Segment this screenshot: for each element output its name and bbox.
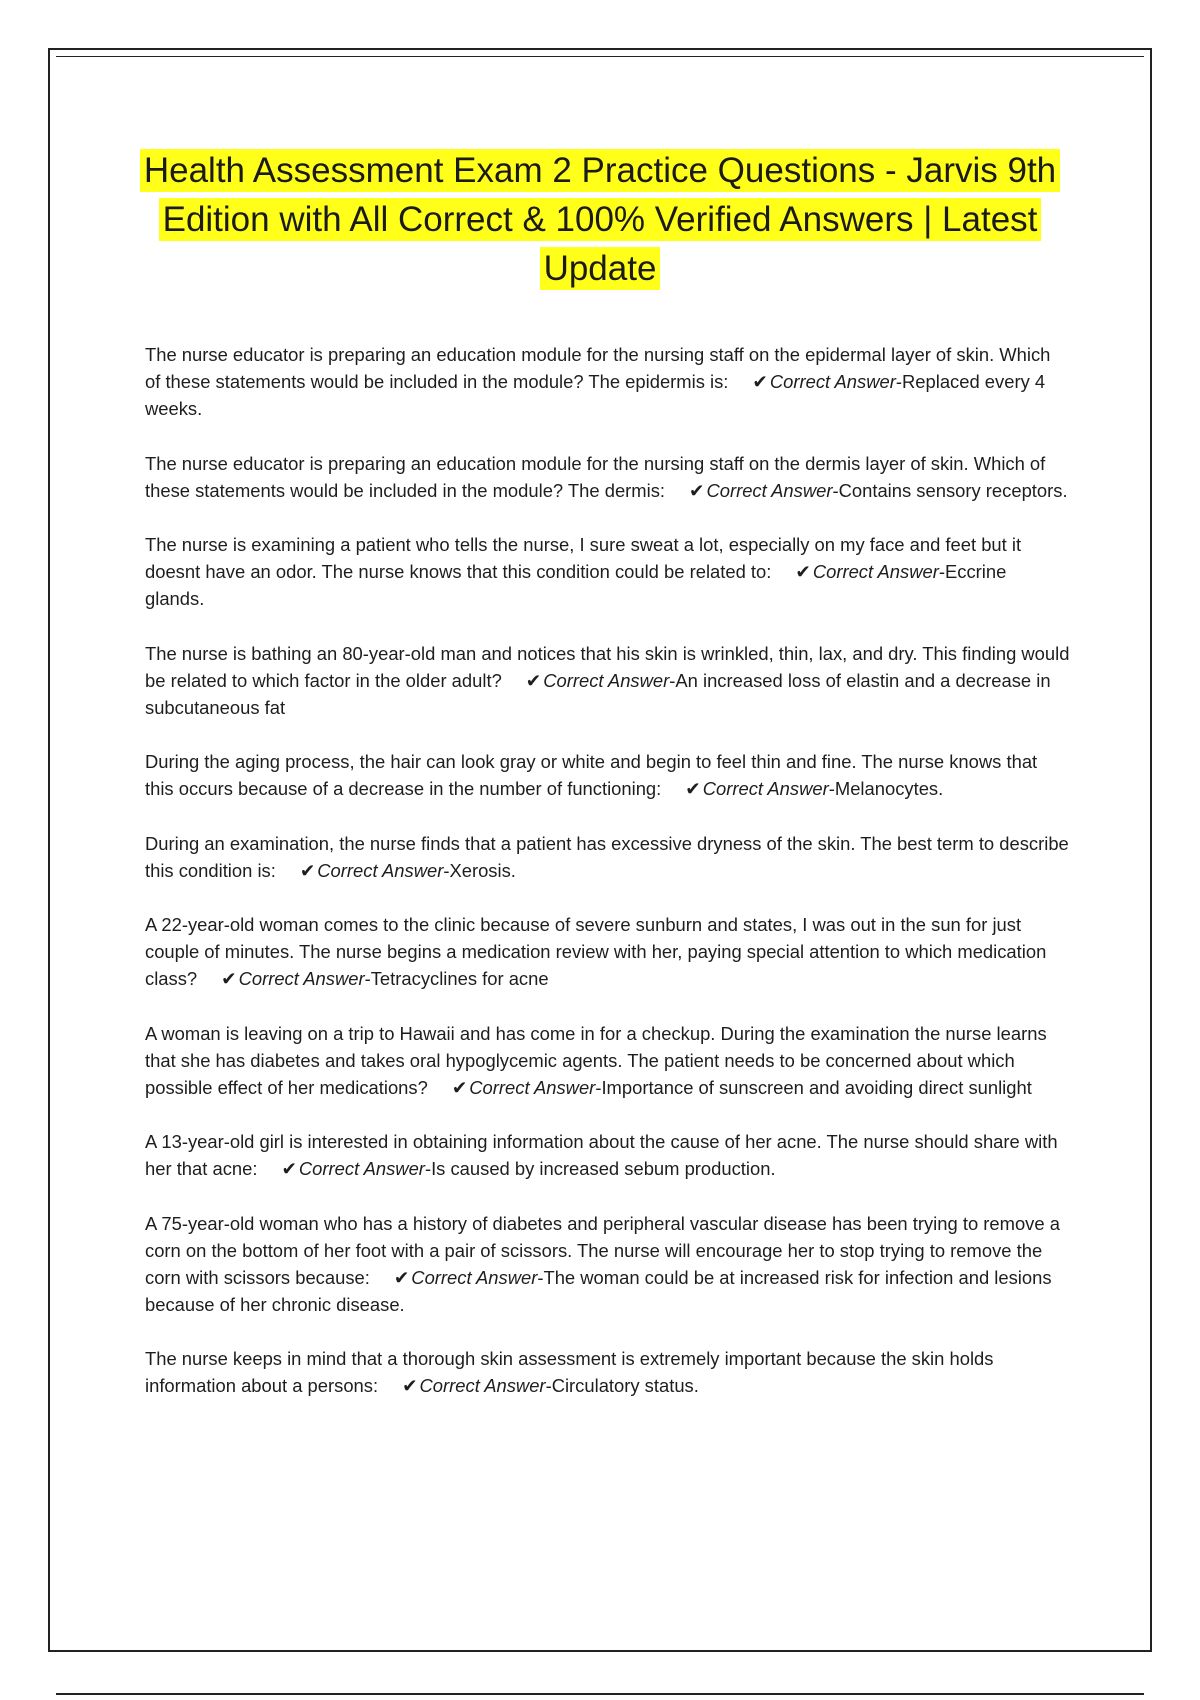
correct-answer-label: Correct Answer: [769, 371, 896, 392]
answer-separator: -: [832, 479, 839, 501]
check-mark-icon: ✔: [795, 561, 811, 582]
answer-marker: [402, 1372, 545, 1399]
answer-marker: [795, 558, 938, 585]
correct-answer-label: Correct Answer: [419, 1375, 546, 1396]
answer-text: Melanocytes.: [834, 778, 944, 799]
question-text: During the aging process, the hair can look gray or white and begin to feel thin and fine. The nurse knows that this occurs because of a decrease in the number of functioning:: [145, 751, 1038, 799]
check-mark-icon: ✔: [281, 1158, 297, 1179]
answer-separator: -: [595, 1076, 602, 1098]
question-item: [145, 450, 1070, 504]
question-text: During an examination, the nurse finds that a patient has excessive dryness of the skin. The best term to describe this condition is:: [145, 832, 1069, 881]
answer-separator: -: [545, 1375, 552, 1396]
question-text: The nurse educator is preparing an education module for the nursing staff on the dermis layer of skin. Which of these statements would be included in the module? The dermis:: [145, 452, 1046, 501]
check-mark-icon: ✔: [393, 1266, 410, 1288]
answer-separator: -: [424, 1158, 432, 1179]
question-text: A 22-year-old woman comes to the clinic because of severe sunburn and states, I was out in the sun for just couple of minutes. The nurse begins a medication review with her, paying special attention to which medication class?: [145, 914, 1047, 989]
answer-text: Importance of sunscreen and avoiding direct sunlight: [601, 1076, 1032, 1098]
document-title: [120, 146, 1080, 293]
answer-separator: -: [364, 968, 371, 989]
answer-marker: [689, 477, 832, 504]
check-mark-icon: ✔: [451, 1076, 468, 1098]
answer-text: Contains sensory receptors.: [838, 479, 1068, 501]
answer-marker: [221, 965, 364, 992]
question-text: A 13-year-old girl is interested in obtaining information about the cause of her acne. The nurse should share with her that acne:: [145, 1131, 1058, 1179]
check-mark-icon: ✔: [752, 371, 768, 392]
question-item: [145, 1128, 1070, 1182]
answer-separator: -: [938, 561, 945, 582]
check-mark-icon: ✔: [299, 859, 316, 881]
question-item: [145, 531, 1070, 612]
correct-answer-label: Correct Answer: [411, 1266, 538, 1288]
check-mark-icon: ✔: [685, 778, 701, 799]
title-highlight: Health Assessment Exam 2 Practice Questions - Jarvis 9th Edition with All Correct & 100% Verified Answers | Latest Update: [140, 149, 1060, 290]
question-item: [145, 830, 1070, 884]
answer-separator: -: [443, 859, 450, 881]
correct-answer-label: Correct Answer: [469, 1076, 596, 1098]
correct-answer-label: Correct Answer: [702, 778, 829, 799]
answer-separator: -: [537, 1266, 544, 1288]
correct-answer-label: Correct Answer: [543, 669, 670, 691]
question-item: [145, 911, 1070, 992]
answer-text: Is caused by increased sebum production.: [431, 1158, 776, 1179]
correct-answer-label: Correct Answer: [706, 479, 833, 501]
check-mark-icon: ✔: [402, 1375, 418, 1396]
question-item: [145, 1210, 1070, 1318]
answer-separator: -: [828, 778, 835, 799]
answer-text: Xerosis.: [449, 859, 516, 881]
answer-text: Tetracyclines for acne: [370, 968, 549, 989]
question-item: [145, 1020, 1070, 1101]
question-item: [145, 748, 1070, 802]
top-inner-rule: [56, 56, 1144, 57]
question-text: The nurse is examining a patient who tells the nurse, I sure sweat a lot, especially on my face and feet but it doesnt have an odor. The nurse knows that this condition could be related to:: [145, 534, 1022, 582]
answer-marker: [281, 1155, 424, 1182]
answer-marker: [685, 775, 828, 802]
check-mark-icon: ✔: [221, 968, 237, 989]
correct-answer-label: Correct Answer: [238, 968, 365, 989]
question-item: [145, 1345, 1070, 1399]
answer-text: An increased loss of elastin and a decrease in subcutaneous fat: [145, 669, 1051, 718]
correct-answer-label: Correct Answer: [317, 859, 444, 881]
answer-marker: [394, 1264, 537, 1291]
question-list: [145, 341, 1070, 1427]
answer-marker: [452, 1074, 595, 1101]
answer-marker: [526, 667, 669, 694]
answer-text: The woman could be at increased risk for infection and lesions because of her chronic disease.: [145, 1266, 1052, 1315]
question-item: [145, 341, 1070, 422]
answer-text: Eccrine glands.: [145, 561, 1007, 609]
question-text: A woman is leaving on a trip to Hawaii and has come in for a checkup. During the examination the nurse learns that she has diabetes and takes oral hypoglycemic agents. The patient needs to be concerned about which possible effect of her medications?: [145, 1022, 1047, 1098]
question-text: The nurse educator is preparing an education module for the nursing staff on the epidermal layer of skin. Which of these statements would be included in the module? The epidermis is:: [145, 344, 1051, 392]
answer-marker: [300, 857, 443, 884]
answer-text: Circulatory status.: [551, 1375, 699, 1396]
answer-separator: -: [895, 371, 902, 392]
question-text: The nurse keeps in mind that a thorough skin assessment is extremely important because the skin holds information about a persons:: [145, 1348, 994, 1396]
question-item: [145, 640, 1070, 721]
answer-marker: [752, 368, 895, 395]
answer-text: Replaced every 4 weeks.: [145, 371, 1046, 419]
answer-separator: -: [669, 669, 676, 691]
correct-answer-label: Correct Answer: [298, 1158, 425, 1179]
question-text: The nurse is bathing an 80-year-old man and notices that his skin is wrinkled, thin, lax, and dry. This finding would be related to which factor in the older adult?: [145, 642, 1070, 691]
check-mark-icon: ✔: [525, 669, 542, 691]
bottom-page-rule: [56, 1693, 1144, 1695]
correct-answer-label: Correct Answer: [812, 561, 939, 582]
check-mark-icon: ✔: [689, 479, 705, 501]
question-text: A 75-year-old woman who has a history of diabetes and peripheral vascular disease has been trying to remove a corn on the bottom of her foot with a pair of scissors. The nurse will encourage her to stop trying to remove the corn with scissors because:: [145, 1212, 1060, 1288]
